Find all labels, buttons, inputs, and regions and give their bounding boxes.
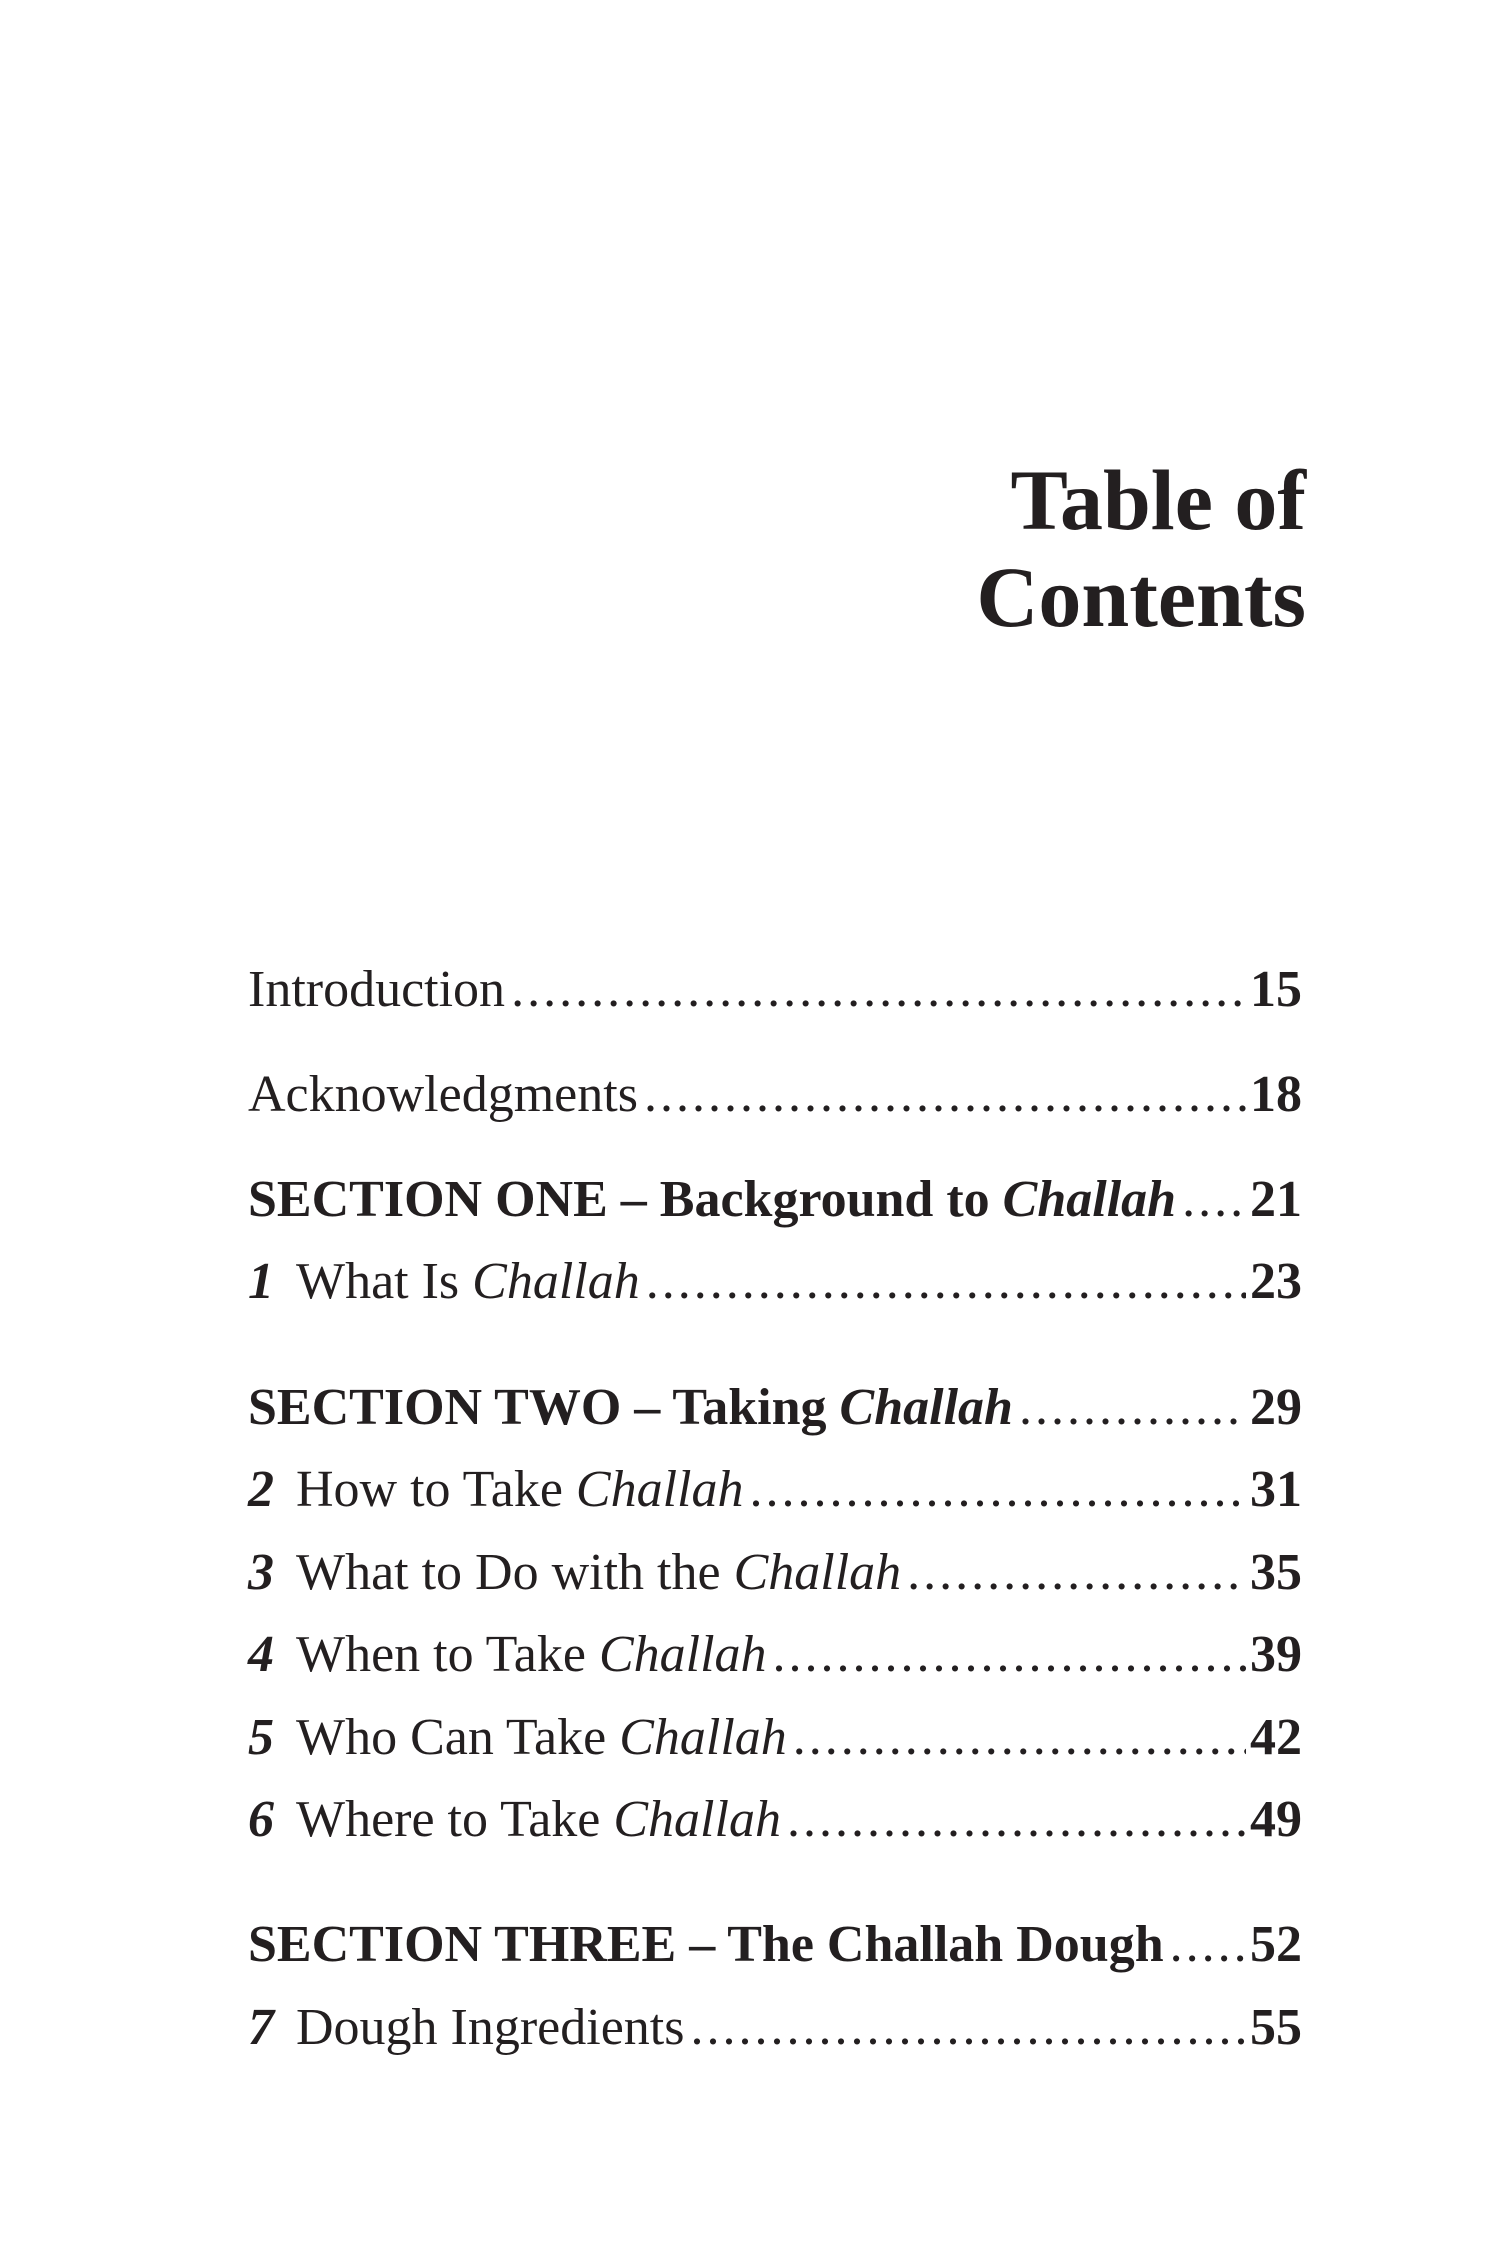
chapter-italic: Challah [613, 1791, 781, 1848]
toc-chapter-label [248, 1998, 684, 2058]
toc-section-label: SECTION THREE – The Challah Dough [248, 1916, 1164, 1973]
toc-entry-label: Introduction [248, 961, 506, 1018]
dot-leader [787, 1790, 1246, 1850]
toc-chapter-label [248, 1790, 781, 1850]
toc-chapter-1[interactable] [248, 1252, 1302, 1312]
dot-leader [773, 1625, 1246, 1685]
toc-chapter-label [248, 1460, 743, 1520]
page-title [606, 452, 1306, 646]
toc-section-italic: Challah [1002, 1171, 1177, 1228]
toc-chapter-7[interactable] [248, 1998, 1302, 2058]
toc-page-number: 42 [1250, 1709, 1302, 1766]
toc-page-number: 55 [1250, 1999, 1302, 2056]
dot-leader [749, 1460, 1246, 1520]
chapter-italic: Challah [619, 1709, 787, 1766]
toc-chapter-label [248, 1625, 767, 1685]
toc-chapter-label [248, 1252, 640, 1312]
dot-leader [793, 1708, 1246, 1768]
chapter-italic: Challah [733, 1544, 902, 1601]
toc-page-number: 49 [1250, 1791, 1302, 1848]
dot-leader [907, 1543, 1246, 1603]
toc-page-number: 52 [1250, 1916, 1302, 1973]
toc-section-italic: Challah [839, 1379, 1013, 1436]
toc-entry-label: Acknowledgments [248, 1066, 638, 1123]
toc-chapter-label [248, 1543, 901, 1603]
toc-chapter-2[interactable] [248, 1460, 1302, 1520]
toc-section-three[interactable] [248, 1915, 1302, 1975]
chapter-number: 4 [248, 1626, 274, 1683]
chapter-italic: Challah [472, 1253, 640, 1310]
chapter-number: 7 [248, 1999, 274, 2056]
dot-leader [690, 1998, 1246, 2058]
toc-section-label [248, 1378, 1013, 1438]
chapter-number: 3 [248, 1544, 274, 1601]
toc-section-text: SECTION ONE – Background to [248, 1171, 1003, 1228]
title-line-2: Contents [976, 549, 1306, 645]
dot-leader [644, 1065, 1246, 1125]
toc-page-number: 23 [1250, 1253, 1302, 1310]
chapter-text: What Is [296, 1253, 473, 1310]
toc-entry-acknowledgments[interactable] [248, 1065, 1302, 1125]
chapter-text: What to Do with the [296, 1544, 734, 1601]
toc-page-number: 35 [1250, 1544, 1302, 1601]
toc-section-text: SECTION TWO – Taking [248, 1379, 840, 1436]
chapter-italic: Challah [598, 1626, 767, 1683]
toc-chapter-5[interactable] [248, 1708, 1302, 1768]
dot-leader [511, 960, 1246, 1020]
toc-section-label [248, 1170, 1176, 1230]
toc-page-number: 31 [1250, 1461, 1302, 1518]
chapter-text: When to Take [296, 1626, 599, 1683]
chapter-number: 5 [248, 1709, 274, 1766]
toc-page-number: 29 [1250, 1379, 1302, 1436]
chapter-text: Dough Ingredients [296, 1999, 685, 2056]
title-line-1: Table of [1010, 452, 1306, 548]
toc-page-number: 18 [1250, 1066, 1302, 1123]
chapter-number: 1 [248, 1253, 274, 1310]
toc-page-number: 39 [1250, 1626, 1302, 1683]
toc-chapter-3[interactable] [248, 1543, 1302, 1603]
chapter-text: How to Take [296, 1461, 576, 1518]
toc-entry-introduction[interactable] [248, 960, 1302, 1020]
toc-page-number: 21 [1250, 1171, 1302, 1228]
dot-leader [1170, 1915, 1246, 1975]
toc-chapter-label [248, 1708, 787, 1768]
dot-leader [646, 1252, 1246, 1312]
chapter-text: Who Can Take [296, 1709, 620, 1766]
dot-leader [1182, 1170, 1246, 1230]
chapter-italic: Challah [575, 1461, 744, 1518]
toc-chapter-4[interactable] [248, 1625, 1302, 1685]
chapter-text: Where to Take [296, 1791, 614, 1848]
chapter-number: 2 [248, 1461, 274, 1518]
toc-page-number: 15 [1250, 961, 1302, 1018]
toc-chapter-6[interactable] [248, 1790, 1302, 1850]
dot-leader [1019, 1378, 1246, 1438]
toc-section-two[interactable] [248, 1378, 1302, 1438]
toc-section-one[interactable] [248, 1170, 1302, 1230]
chapter-number: 6 [248, 1791, 274, 1848]
